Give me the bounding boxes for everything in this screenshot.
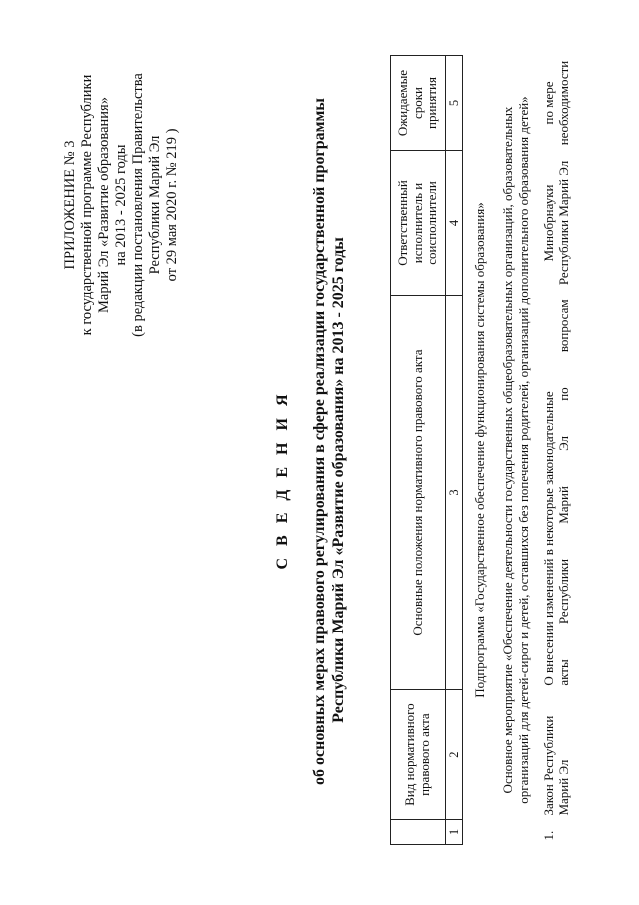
header-cell-num [391, 820, 446, 845]
main-event-row [494, 56, 538, 845]
column-number: 4 [446, 151, 463, 296]
appendix-line: от 29 мая 2020 г. № 219 ) [164, 128, 180, 282]
row-term [538, 56, 576, 151]
appendix-line: на 2013 - 2025 годы [113, 144, 129, 266]
title-heading: С В Е Д Е Н И Я [274, 390, 291, 570]
executor-line: Республики Марий Эл [556, 160, 572, 286]
column-number: 5 [446, 56, 463, 151]
row-act-type: Закон Республики Марий Эл [541, 715, 572, 816]
title-line: Республики Марий Эл «Развитие образования» на 2013 - 2025 годы [330, 237, 348, 723]
appendix-line: ПРИЛОЖЕНИЕ № 3 [62, 140, 78, 270]
row-provisions [538, 295, 576, 689]
document-title [274, 98, 348, 785]
header-cell-executor: Ответственный исполнитель и соисполнители [391, 151, 446, 296]
table-row [538, 56, 576, 845]
subprogram-row [463, 56, 494, 845]
header-cell-provisions: Основные положения нормативного правового акта [391, 295, 446, 689]
measures-table [390, 55, 576, 845]
term-line: по мере [541, 81, 557, 125]
provision-line: О внесении изменений в некоторые законодательные [541, 391, 557, 686]
column-number: 3 [446, 295, 463, 689]
row-number: 1. [541, 830, 557, 841]
appendix-line: к государственной программе Республики [79, 74, 95, 336]
main-event-title [494, 56, 538, 845]
provision-line: акты Республики Марий Эл по вопросам [556, 299, 572, 686]
executor-line: Минобрнауки [541, 184, 557, 262]
table-header-row [391, 56, 446, 845]
term-line: необходимости [556, 60, 572, 146]
appendix-line: Республики Марий Эл [147, 135, 163, 275]
subprogram-title: Подпрограмма «Государственное обеспечение функционирования системы образования» [472, 202, 488, 698]
title-line: об основных мерах правового регулирования в сфере реализации государственной программы [311, 98, 329, 785]
row-executor [538, 151, 576, 296]
column-number: 1 [446, 820, 463, 845]
main-event-line: организаций для детей-сирот и детей, оставшихся без попечения родителей, организаций дополнительного образования детей» [516, 96, 532, 804]
appendix-line: (в редакции постановления Правительства [130, 73, 146, 337]
appendix-block [62, 45, 181, 365]
header-cell-type: Вид нормативного правового акта [391, 690, 446, 820]
column-numbers-row [446, 56, 463, 845]
main-event-line: Основное мероприятие «Обеспечение деятельности государственных общеобразовательных организаций, образовательных [500, 106, 516, 794]
appendix-line: Марий Эл «Развитие образования» [96, 97, 112, 313]
header-cell-term: Ожидаемые сроки принятия [391, 56, 446, 151]
column-number: 2 [446, 690, 463, 820]
